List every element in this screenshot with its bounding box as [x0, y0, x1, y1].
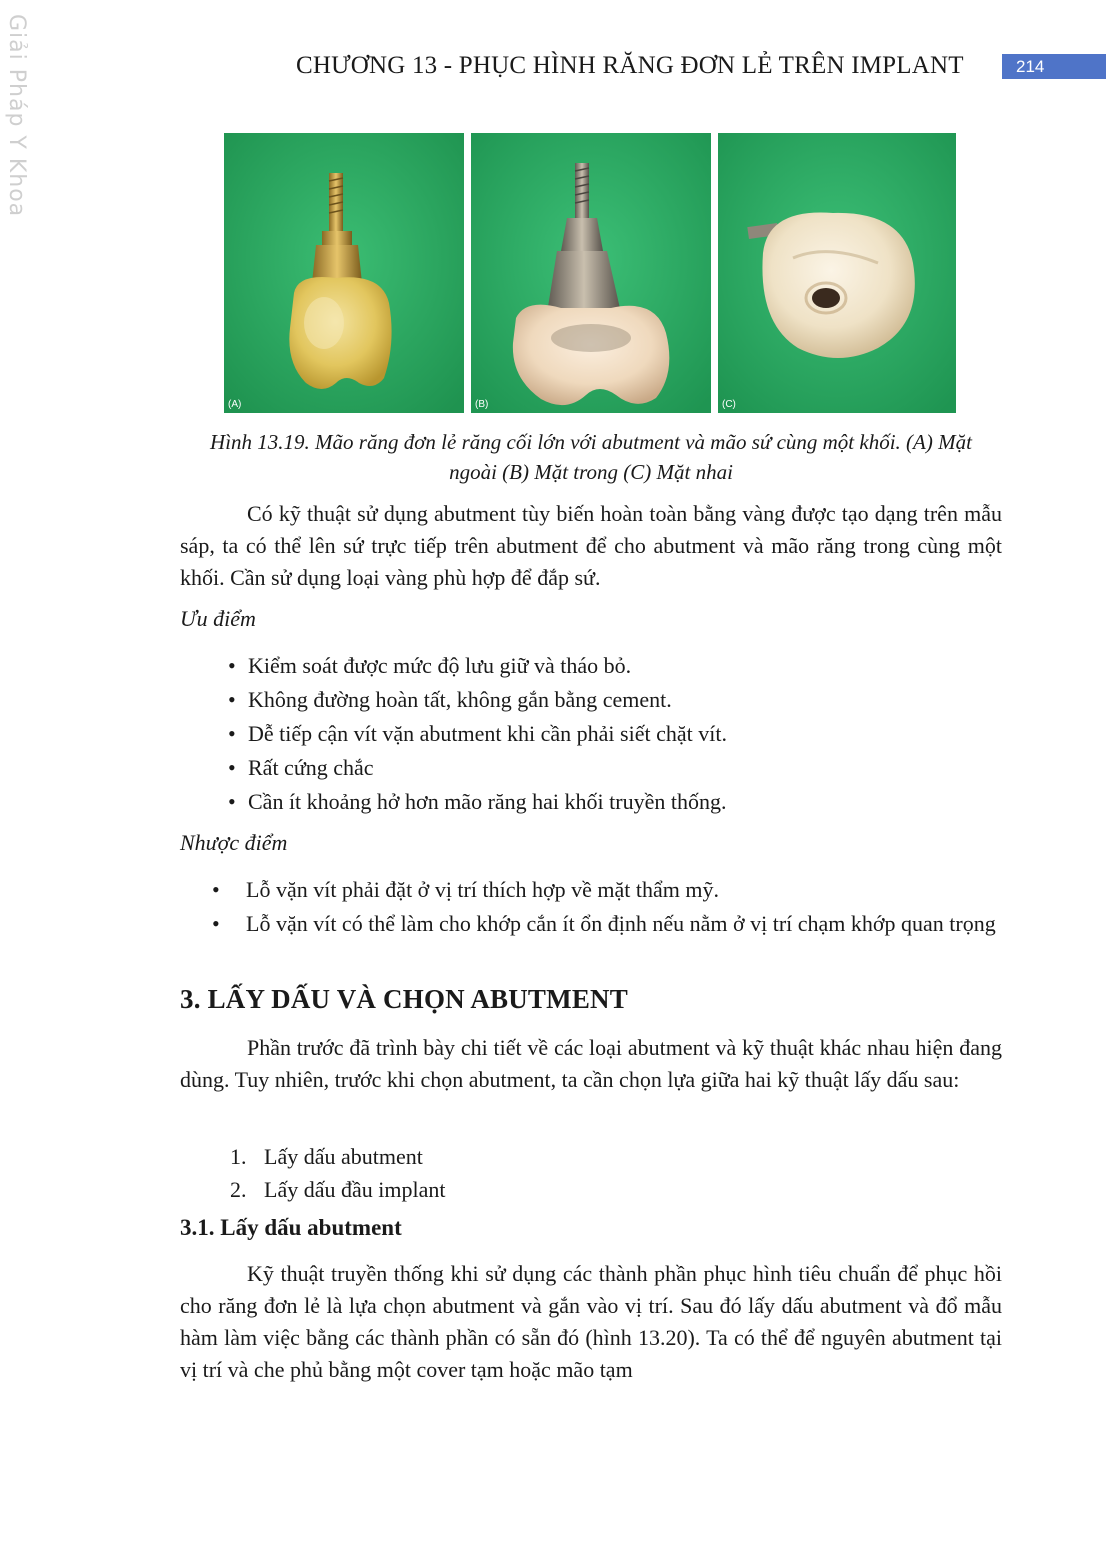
list-item [230, 1173, 445, 1206]
advantages-list [228, 649, 1002, 819]
advantages-label: Ưu điểm [180, 606, 256, 631]
section-3-1-paragraph: Kỹ thuật truyền thống khi sử dụng các thành phần phục hình tiêu chuẩn để phục hồi cho răng đơn lẻ là lựa chọn abutment và gắn vào vị trí. Sau đó lấy dấu abutment và đổ mẫu hàm làm việc bằng các thành phần có sẵn đó (hình 13.20). Ta có thể để nguyên abutment tại vị trí và che phủ bằng một cover tạm hoặc mão tạm [180, 1261, 1002, 1382]
list-item [230, 1140, 445, 1173]
list-item: • Lỗ vặn vít có thể làm cho khớp cắn ít ổn định nếu nằm ở vị trí chạm khớp quan trọng [212, 907, 1002, 941]
photo-label-c: (C) [722, 399, 736, 410]
list-text: Lấy dấu đầu implant [264, 1177, 446, 1202]
list-item: • Lỗ vặn vít phải đặt ở vị trí thích hợp về mặt thẩm mỹ. [212, 873, 1002, 907]
list-item: • Kiểm soát được mức độ lưu giữ và tháo bỏ. [228, 649, 1002, 683]
section-3-paragraph: Phần trước đã trình bày chi tiết về các loại abutment và kỹ thuật khác nhau hiện đang dùng. Tuy nhiên, trước khi chọn abutment, ta cần chọn lựa giữa hai kỹ thuật lấy dấu sau: [180, 1035, 1002, 1092]
list-item: • Dễ tiếp cận vít vặn abutment khi cần phải siết chặt vít. [228, 717, 1002, 751]
list-number: 1. [230, 1144, 247, 1169]
watermark: Giải Pháp Y Khoa [4, 14, 29, 218]
list-item: • Rất cứng chắc [228, 751, 1002, 785]
impression-techniques-list [230, 1140, 445, 1206]
list-number: 2. [230, 1177, 247, 1202]
figure-caption-line1: Hình 13.19. Mão răng đơn lẻ răng cối lớn với abutment và mão sứ cùng một khối. (A) Mặt [210, 430, 972, 454]
list-item: • Cần ít khoảng hở hơn mão răng hai khối truyền thống. [228, 785, 1002, 819]
list-item: • Không đường hoàn tất, không gắn bằng cement. [228, 683, 1002, 717]
photo-a [224, 133, 464, 413]
photo-b [471, 133, 711, 413]
section-3-heading: 3. LẤY DẤU VÀ CHỌN ABUTMENT [180, 984, 628, 1014]
disadvantages-list [212, 873, 1002, 941]
figure-13-19 [224, 133, 956, 413]
chapter-title: CHƯƠNG 13 - PHỤC HÌNH RĂNG ĐƠN LẺ TRÊN IMPLANT [296, 52, 964, 79]
disadvantages-label: Nhược điểm [180, 830, 288, 855]
intro-paragraph: Có kỹ thuật sử dụng abutment tùy biến hoàn toàn bằng vàng được tạo dạng trên mẫu sáp, ta có thể lên sứ trực tiếp trên abutment để cho abutment và mão răng trong cùng một khối. Cần sử dụng loại vàng phù hợp để đắp sứ. [180, 501, 1002, 590]
photo-label-a: (A) [228, 399, 242, 410]
section-3-1-heading: 3.1. Lấy dấu abutment [180, 1215, 402, 1240]
page-header [296, 50, 1107, 84]
page-number-badge: 214 [1002, 54, 1106, 79]
list-text: Lấy dấu abutment [264, 1144, 423, 1169]
figure-caption-line2: ngoài (B) Mặt trong (C) Mặt nhai [449, 460, 733, 484]
figure-caption [180, 427, 1002, 487]
photo-c [718, 133, 956, 413]
photo-label-b: (B) [475, 399, 489, 410]
